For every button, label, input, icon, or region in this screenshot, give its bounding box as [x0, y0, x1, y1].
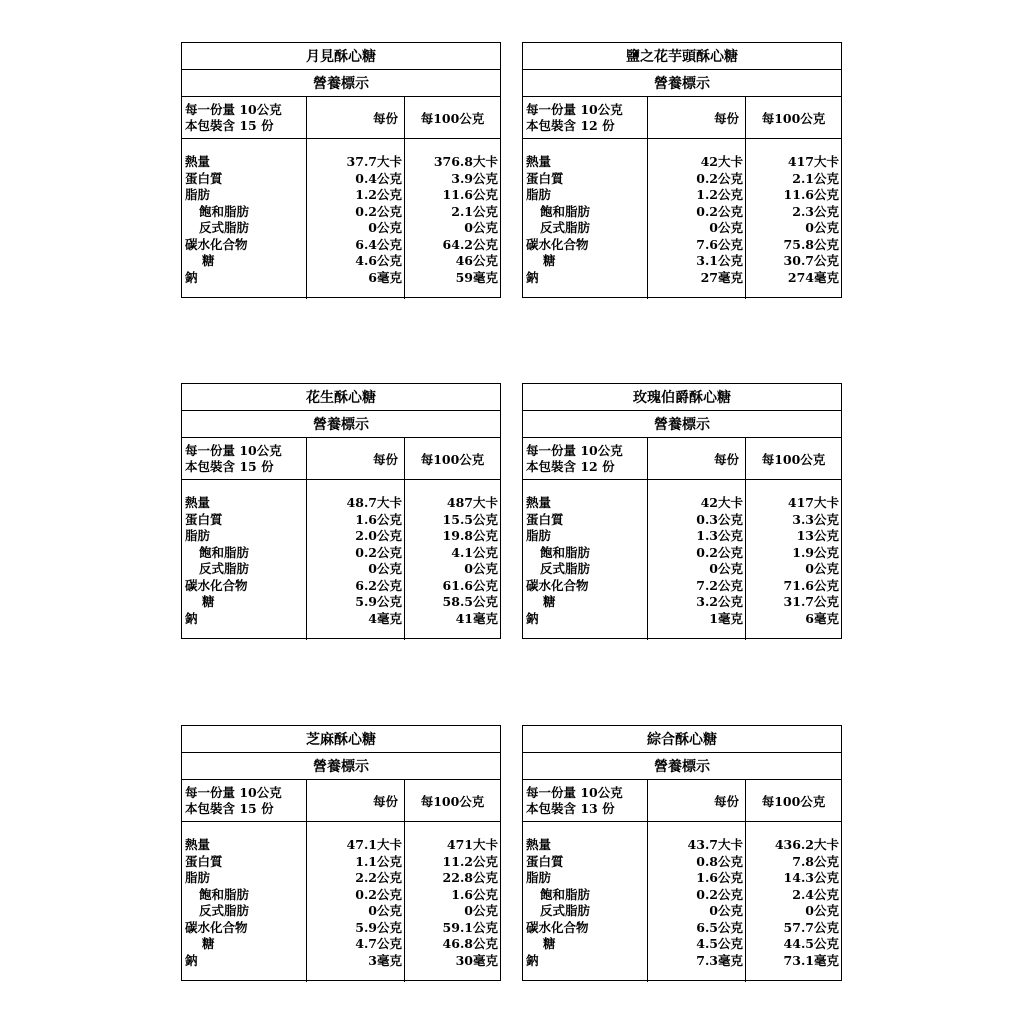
servings-per-package: 本包裝含 15 份: [185, 800, 274, 816]
nutrient-label: 鈉: [185, 952, 198, 968]
nutrient-table-body: [182, 139, 500, 299]
per-serving-value: 6.5公克: [696, 919, 743, 935]
nutrient-label: 糖: [202, 253, 215, 268]
serving-info: [182, 97, 307, 138]
per-100g-header: 每100公克: [761, 793, 826, 809]
nutrient-label: 脂肪: [526, 187, 552, 202]
nutrient-label: 糖: [543, 594, 556, 609]
per-100g-value: 73.1毫克: [783, 952, 839, 968]
nutrition-label-heading: 營養標示: [182, 753, 500, 780]
header-row: [182, 438, 500, 480]
per-serving-value: 6.2公克: [355, 577, 402, 593]
nutrition-panel-3: [522, 383, 842, 639]
nutrient-label: 脂肪: [185, 870, 211, 885]
per-serving-value: 7.3毫克: [696, 952, 743, 968]
per-serving-header: 每份: [307, 780, 405, 821]
servings-per-package: 本包裝含 13 份: [526, 800, 615, 816]
per-serving-value: 42大卡: [700, 495, 743, 510]
serving-size: 每一份量 10公克: [526, 442, 623, 458]
per-100g-value: 417大卡: [787, 495, 839, 510]
nutrient-label: 熱量: [526, 154, 552, 169]
per-100g-value: 4.1公克: [451, 544, 498, 560]
nutrient-label: 反式脂肪: [540, 903, 591, 918]
per-serving-value: 4毫克: [368, 610, 402, 626]
nutrient-table-body: [523, 480, 841, 640]
per-100g-value: 31.7公克: [783, 594, 839, 609]
per-serving-value: 0.4公克: [355, 170, 402, 186]
per-100g-header: 每100公克: [420, 110, 485, 126]
product-title: 花生酥心糖: [182, 384, 500, 411]
per-100g-header: 每100公克: [420, 793, 485, 809]
nutrient-label: 反式脂肪: [540, 561, 591, 576]
per-100g-value: 0公克: [464, 220, 498, 235]
per-serving-value: 1毫克: [709, 610, 743, 626]
header-row: [523, 780, 841, 822]
per-100g-value: 11.6公克: [442, 187, 498, 202]
per-100g-value: 11.6公克: [783, 187, 839, 202]
per-serving-value: 48.7大卡: [346, 495, 402, 510]
per-100g-header: 每100公克: [761, 451, 826, 467]
nutrient-label: 飽和脂肪: [540, 886, 591, 902]
per-serving-value: 3毫克: [368, 952, 402, 968]
nutrition-label-heading: 營養標示: [182, 70, 500, 97]
per-serving-value: 2.0公克: [355, 528, 402, 543]
per-serving-value: 0公克: [709, 561, 743, 576]
nutrient-label: 飽和脂肪: [199, 886, 250, 902]
nutrient-label: 脂肪: [185, 528, 211, 543]
per-serving-header: 每份: [307, 97, 405, 138]
per-serving-value: 0公克: [709, 903, 743, 918]
nutrient-label: 反式脂肪: [199, 220, 250, 235]
product-title: 綜合酥心糖: [523, 726, 841, 753]
per-100g-value: 2.4公克: [792, 886, 839, 902]
per-serving-value: 0.2公克: [696, 544, 743, 560]
header-row: [523, 97, 841, 139]
per-100g-value: 0公克: [805, 220, 839, 235]
per-100g-value: 1.6公克: [451, 886, 498, 902]
nutrient-label: 飽和脂肪: [540, 203, 591, 219]
product-title: 月見酥心糖: [182, 43, 500, 70]
nutrient-label: 熱量: [526, 837, 552, 852]
per-serving-value: 3.2公克: [696, 594, 743, 609]
nutrient-label: 碳水化合物: [185, 577, 248, 593]
per-100g-value: 0公克: [464, 903, 498, 918]
per-serving-value: 0.8公克: [696, 853, 743, 869]
per-serving-value: 1.2公克: [696, 187, 743, 202]
serving-size: 每一份量 10公克: [526, 784, 623, 800]
per-100g-value: 19.8公克: [442, 528, 498, 543]
nutrition-panel-5: [522, 725, 842, 981]
nutrient-label: 碳水化合物: [185, 236, 248, 252]
per-100g-value: 11.2公克: [442, 853, 498, 869]
per-serving-value: 0.2公克: [696, 886, 743, 902]
per-serving-value: 1.6公克: [696, 870, 743, 885]
per-serving-value: 1.1公克: [355, 853, 402, 869]
per-serving-value: 4.7公克: [355, 936, 402, 951]
nutrition-label-heading: 營養標示: [523, 411, 841, 438]
servings-per-package: 本包裝含 15 份: [185, 117, 274, 133]
per-100g-value: 41毫克: [455, 610, 498, 626]
nutrient-label: 鈉: [185, 269, 198, 285]
per-100g-value: 13公克: [796, 528, 839, 543]
per-100g-value: 7.8公克: [792, 853, 839, 869]
nutrient-label: 碳水化合物: [185, 919, 248, 935]
nutrient-label: 反式脂肪: [540, 220, 591, 235]
nutrition-panel-1: [522, 42, 842, 298]
nutrient-label: 糖: [202, 594, 215, 609]
per-100g-value: 75.8公克: [783, 236, 839, 252]
per-100g-value: 58.5公克: [442, 594, 498, 609]
nutrient-label: 鈉: [526, 269, 539, 285]
per-serving-value: 5.9公克: [355, 594, 402, 609]
per-serving-value: 1.2公克: [355, 187, 402, 202]
per-100g-value: 3.3公克: [792, 511, 839, 527]
nutrient-label: 脂肪: [526, 528, 552, 543]
per-100g-value: 0公克: [805, 903, 839, 918]
servings-per-package: 本包裝含 12 份: [526, 458, 615, 474]
nutrient-table-body: [523, 822, 841, 982]
per-serving-value: 6毫克: [368, 269, 402, 285]
nutrient-label: 碳水化合物: [526, 577, 589, 593]
nutrient-label: 熱量: [526, 495, 552, 510]
nutrition-panel-4: [181, 725, 501, 981]
per-serving-value: 47.1大卡: [346, 837, 402, 852]
nutrition-panel-2: [181, 383, 501, 639]
nutrient-label: 脂肪: [526, 870, 552, 885]
serving-info: [523, 97, 648, 138]
nutrient-table-body: [182, 822, 500, 982]
per-serving-value: 0.2公克: [355, 886, 402, 902]
product-title: 玫瑰伯爵酥心糖: [523, 384, 841, 411]
nutrition-label-heading: 營養標示: [523, 753, 841, 780]
per-serving-value: 0.2公克: [696, 170, 743, 186]
nutrient-label: 糖: [202, 936, 215, 951]
nutrient-label: 飽和脂肪: [199, 203, 250, 219]
per-100g-value: 2.1公克: [792, 170, 839, 186]
per-100g-value: 471大卡: [446, 837, 498, 852]
per-100g-value: 2.3公克: [792, 203, 839, 219]
per-100g-value: 71.6公克: [783, 577, 839, 593]
serving-size: 每一份量 10公克: [526, 101, 623, 117]
nutrient-label: 反式脂肪: [199, 903, 250, 918]
serving-info: [523, 438, 648, 479]
per-100g-value: 376.8大卡: [433, 154, 498, 169]
per-serving-value: 0公克: [368, 220, 402, 235]
per-100g-value: 15.5公克: [442, 511, 498, 527]
nutrient-label: 碳水化合物: [526, 919, 589, 935]
per-100g-value: 0公克: [805, 561, 839, 576]
per-serving-header: 每份: [648, 97, 746, 138]
per-100g-value: 14.3公克: [783, 870, 839, 885]
nutrient-label: 蛋白質: [526, 853, 564, 869]
servings-per-package: 本包裝含 12 份: [526, 117, 615, 133]
per-serving-value: 27毫克: [700, 269, 743, 285]
nutrient-label: 糖: [543, 936, 556, 951]
serving-info: [182, 438, 307, 479]
header-row: [182, 97, 500, 139]
header-row: [182, 780, 500, 822]
per-100g-value: 1.9公克: [792, 544, 839, 560]
per-serving-value: 0.2公克: [355, 544, 402, 560]
serving-info: [182, 780, 307, 821]
product-title: 鹽之花芋頭酥心糖: [523, 43, 841, 70]
per-serving-value: 0.3公克: [696, 511, 743, 527]
nutrition-panel-0: [181, 42, 501, 298]
per-100g-value: 274毫克: [787, 269, 839, 285]
nutrient-label: 反式脂肪: [199, 561, 250, 576]
nutrient-label: 蛋白質: [185, 511, 223, 527]
per-100g-value: 57.7公克: [783, 919, 839, 935]
nutrient-table-body: [182, 480, 500, 640]
per-100g-value: 59.1公克: [442, 919, 498, 935]
header-row: [523, 438, 841, 480]
nutrient-label: 鈉: [526, 952, 539, 968]
nutrient-label: 蛋白質: [185, 853, 223, 869]
per-100g-value: 59毫克: [455, 269, 498, 285]
nutrient-label: 熱量: [185, 495, 211, 510]
per-serving-header: 每份: [648, 438, 746, 479]
per-100g-value: 0公克: [464, 561, 498, 576]
per-serving-value: 0.2公克: [355, 203, 402, 219]
nutrient-label: 飽和脂肪: [199, 544, 250, 560]
per-serving-value: 7.6公克: [696, 236, 743, 252]
nutrient-label: 蛋白質: [526, 170, 564, 186]
nutrient-label: 鈉: [526, 610, 539, 626]
per-serving-value: 5.9公克: [355, 919, 402, 935]
nutrient-label: 熱量: [185, 837, 211, 852]
nutrient-label: 鈉: [185, 610, 198, 626]
nutrient-label: 熱量: [185, 154, 211, 169]
per-serving-value: 0公克: [368, 903, 402, 918]
per-100g-value: 30.7公克: [783, 253, 839, 268]
per-100g-header: 每100公克: [761, 110, 826, 126]
per-serving-header: 每份: [307, 438, 405, 479]
serving-info: [523, 780, 648, 821]
product-title: 芝麻酥心糖: [182, 726, 500, 753]
per-serving-header: 每份: [648, 780, 746, 821]
per-serving-value: 1.3公克: [696, 528, 743, 543]
per-100g-value: 22.8公克: [442, 870, 498, 885]
per-serving-value: 6.4公克: [355, 236, 402, 252]
per-serving-value: 0公克: [368, 561, 402, 576]
nutrient-table-body: [523, 139, 841, 299]
per-serving-value: 37.7大卡: [346, 154, 402, 169]
serving-size: 每一份量 10公克: [185, 101, 282, 117]
per-100g-value: 46公克: [455, 253, 498, 268]
per-serving-value: 7.2公克: [696, 577, 743, 593]
per-serving-value: 4.6公克: [355, 253, 402, 268]
per-serving-value: 3.1公克: [696, 253, 743, 268]
nutrient-label: 糖: [543, 253, 556, 268]
nutrition-label-heading: 營養標示: [523, 70, 841, 97]
nutrient-label: 脂肪: [185, 187, 211, 202]
nutrient-label: 蛋白質: [185, 170, 223, 186]
per-100g-value: 2.1公克: [451, 203, 498, 219]
serving-size: 每一份量 10公克: [185, 442, 282, 458]
per-serving-value: 1.6公克: [355, 511, 402, 527]
per-100g-value: 61.6公克: [442, 577, 498, 593]
per-100g-value: 487大卡: [446, 495, 498, 510]
per-100g-value: 417大卡: [787, 154, 839, 169]
per-100g-header: 每100公克: [420, 451, 485, 467]
per-100g-value: 46.8公克: [442, 936, 498, 951]
per-100g-value: 3.9公克: [451, 170, 498, 186]
per-serving-value: 4.5公克: [696, 936, 743, 951]
per-100g-value: 44.5公克: [783, 936, 839, 951]
per-100g-value: 436.2大卡: [774, 837, 839, 852]
nutrient-label: 碳水化合物: [526, 236, 589, 252]
per-100g-value: 30毫克: [455, 952, 498, 968]
per-100g-value: 64.2公克: [442, 236, 498, 252]
nutrient-label: 蛋白質: [526, 511, 564, 527]
nutrition-label-heading: 營養標示: [182, 411, 500, 438]
per-serving-value: 43.7大卡: [687, 837, 743, 852]
nutrient-label: 飽和脂肪: [540, 544, 591, 560]
serving-size: 每一份量 10公克: [185, 784, 282, 800]
per-serving-value: 0公克: [709, 220, 743, 235]
servings-per-package: 本包裝含 15 份: [185, 458, 274, 474]
per-100g-value: 6毫克: [805, 610, 839, 626]
per-serving-value: 42大卡: [700, 154, 743, 169]
per-serving-value: 2.2公克: [355, 870, 402, 885]
per-serving-value: 0.2公克: [696, 203, 743, 219]
